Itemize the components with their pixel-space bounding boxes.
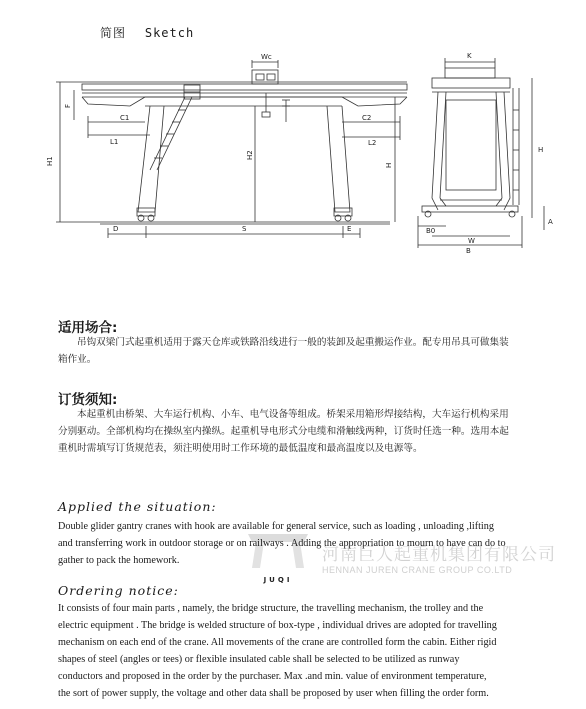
section-ordering-body	[58, 600, 578, 702]
text-line: shapes of steel (angles or tees) or flexible insulated cable shall be selected to be utilized as runway	[58, 654, 460, 665]
label-s: S	[242, 225, 247, 233]
section-ordering-heading: Ordering notice:	[58, 583, 179, 598]
text-line: 重机时需填写订货规范表，须注明使用时工作环境的最低温度和最高温度以及电源等。	[58, 443, 423, 454]
section-applied-body	[58, 518, 578, 569]
watermark-name-cn: 河南巨人起重机集团有限公司	[322, 545, 556, 565]
text-line: 本起重机由桥架、大车运行机构、小车、电气设备等组成。桥架采用箱形焊接结构，大车运行机构采用	[77, 409, 509, 420]
side-view	[418, 58, 544, 248]
text-line: 分别驱动。全部机构均在操纵室内操纵。起重机导电形式分电缆和滑触线两种，订货时任选一种。选用本起	[58, 426, 509, 437]
label-a: A	[548, 218, 553, 226]
side-frame-inner	[446, 100, 496, 190]
label-c2: C2	[362, 114, 372, 122]
main-girder	[82, 84, 407, 90]
label-l1: L1	[110, 138, 119, 146]
watermark-name-en: HENNAN JUREN CRANE GROUP CO.LTD	[322, 565, 513, 575]
text-line: conductors and proposed in the order by the purchaser. Max .and min. value of environment temperature,	[58, 671, 487, 682]
text-line: electric equipment . The bridge is welded structure of box-type , individual drives are adopted for travelling	[58, 620, 497, 631]
text-line: mechanism on each end of the crane. All movements of the crane are controlled form the cabin. Either rigid	[58, 637, 497, 648]
crane-sketch-diagram	[0, 40, 586, 255]
text-line: 箱作业。	[58, 354, 97, 365]
text-line: the sort of power supply, the voltage and other data shall be proposed by user when filling the order form.	[58, 688, 489, 699]
label-f: F	[64, 103, 72, 108]
label-c1: C1	[120, 114, 130, 122]
sketch-label-cn: 简图	[100, 26, 127, 40]
label-d: D	[113, 225, 119, 233]
label-w: W	[468, 237, 475, 245]
label-k: K	[467, 52, 472, 60]
label-h2: H2	[246, 150, 254, 160]
section-applicable-heading: 适用场合:	[58, 320, 118, 336]
label-hs: H	[385, 162, 393, 168]
section-order-body-cn	[58, 406, 568, 457]
label-b: B	[466, 247, 471, 255]
front-view	[56, 60, 407, 238]
section-order-heading-cn: 订货须知:	[58, 392, 118, 408]
sketch-title	[100, 24, 194, 41]
label-e: E	[347, 225, 352, 233]
watermark-logo-text: JUQI	[263, 576, 293, 584]
label-h: H	[538, 146, 544, 154]
label-l2: L2	[368, 139, 377, 147]
label-b0: B0	[426, 227, 436, 235]
label-wc: Wc	[261, 53, 272, 61]
text-line: Double glider gantry cranes with hook are available for general service, such as loading , unloading ,lifting	[58, 521, 494, 532]
text-line: gather to pack the homework.	[58, 555, 180, 566]
section-applied-heading: Applied the situation:	[58, 499, 217, 514]
label-h1: H1	[46, 156, 54, 166]
text-line: 吊钩双梁门式起重机适用于露天仓库或铁路沿线进行一般的装卸及起重搬运作业。配专用吊具可做集装	[77, 337, 509, 348]
sketch-label-en: Sketch	[144, 26, 195, 40]
section-applicable-body	[58, 334, 568, 368]
text-line: and transferring work in outdoor storage or on railways . Adding the appropriation to mourn to have can do to	[58, 538, 506, 549]
text-line: It consists of four main parts , namely, the bridge structure, the travelling mechanism, the trolley and the	[58, 603, 484, 614]
